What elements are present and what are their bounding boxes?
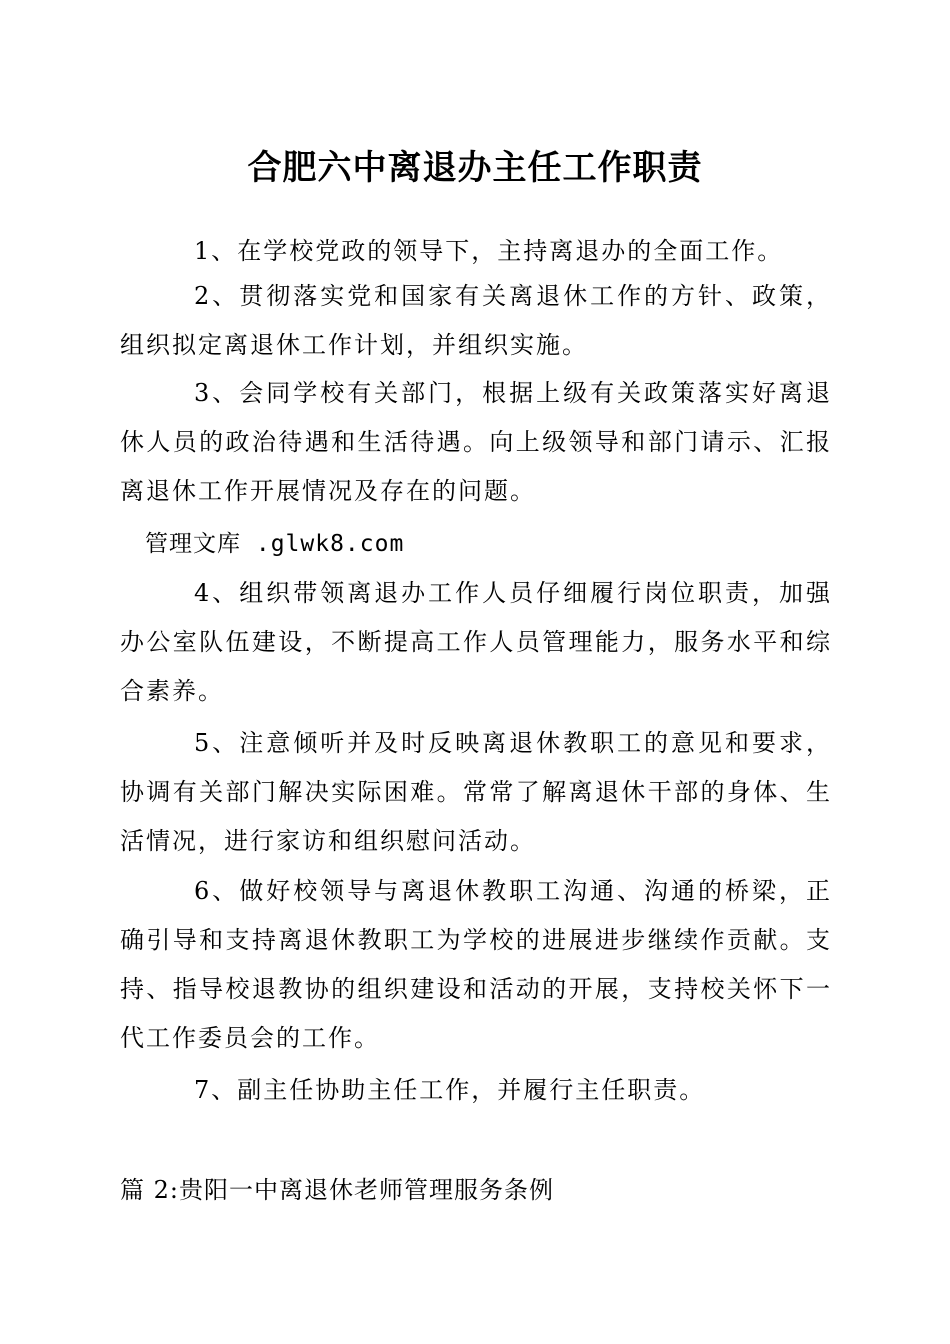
source-note: 管理文库 .glwk8.com — [145, 531, 405, 557]
document-title: 合肥六中离退办主任工作职责 — [247, 148, 703, 188]
next-section-heading: 篇 2:贵阳一中离退休老师管理服务条例 — [120, 1176, 554, 1204]
paragraph-7: 7、副主任协助主任工作，并履行主任职责。 — [194, 1076, 706, 1104]
paragraph-3: 3、会同学校有关部门，根据上级有关政策落实好离退休人员的政治待遇和生活待遇。向上级领导和部门请示、汇报离退休工作开展情况及存在的问题。 — [120, 379, 832, 505]
paragraph-1: 1、在学校党政的领导下，主持离退办的全面工作。 — [194, 237, 784, 265]
paragraph-2: 2、贯彻落实党和国家有关离退休工作的方针、政策，组织拟定离退休工作计划，并组织实施。 — [120, 282, 832, 359]
paragraph-4: 4、组织带领离退办工作人员仔细履行岗位职责，加强办公室队伍建设，不断提高工作人员管理能力，服务水平和综合素养。 — [120, 579, 832, 705]
paragraph-5: 5、注意倾听并及时反映离退休教职工的意见和要求，协调有关部门解决实际困难。常常了解离退休干部的身体、生活情况，进行家访和组织慰问活动。 — [120, 729, 832, 855]
paragraph-6: 6、做好校领导与离退休教职工沟通、沟通的桥梁，正确引导和支持离退休教职工为学校的进展进步继续作贡献。支持、指导校退教协的组织建设和活动的开展，支持校关怀下一代工作委员会的工作。 — [120, 877, 832, 1052]
